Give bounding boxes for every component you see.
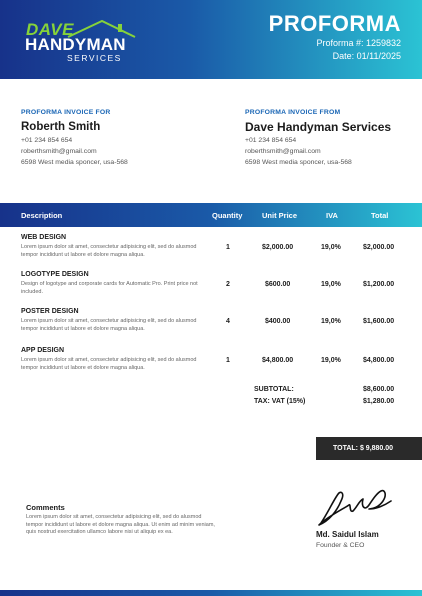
proforma-number: Proforma #: 1259832 <box>316 38 401 48</box>
client-email: roberthsmith@gmail.com <box>21 148 97 155</box>
item-quantity: 2 <box>226 281 230 288</box>
grand-total-label: TOTAL: $ 9,880.00 <box>333 445 394 452</box>
item-iva: 19,0% <box>321 357 341 364</box>
table-row <box>0 308 422 344</box>
subtotal-label: SUBTOTAL: <box>254 386 294 393</box>
item-description: Design of logotype and corporate cards for Automatic Pro. Print price not included. <box>21 281 198 295</box>
tax-value: $1,280.00 <box>363 398 395 405</box>
subtotal-value: $8,600.00 <box>363 386 395 393</box>
tax-label: TAX: VAT (15%) <box>254 398 306 405</box>
bill-to-label: PROFORMA INVOICE FOR <box>21 109 111 116</box>
bill-to-block <box>21 107 128 168</box>
item-total: $1,600.00 <box>363 318 395 325</box>
item-total: $2,000.00 <box>363 244 395 251</box>
client-address: 6598 West media sponcer, usa-568 <box>21 159 128 166</box>
item-title: POSTER DESIGN <box>21 308 79 315</box>
column-header-total: Total <box>371 211 389 220</box>
document-meta <box>316 37 401 63</box>
company-phone: +01 234 854 654 <box>245 137 297 144</box>
item-iva: 19,0% <box>321 318 341 325</box>
bill-from-label: PROFORMA INVOICE FROM <box>245 109 341 116</box>
table-header <box>0 203 422 227</box>
table-row <box>0 347 422 383</box>
column-header-quantity: Quantity <box>212 211 243 220</box>
item-title: LOGOTYPE DESIGN <box>21 271 89 278</box>
comments-text: Lorem ipsum dolor sit amet, consectetur adipisicing elit, sed do alusmod tempor incididunt ut labore et dolore magna aliqua. Ut enim ad minim veniam, quis nostrud exercitation ullamco labore nisi ut aliquip ex ea. <box>26 514 215 535</box>
document-title: PROFORMA <box>268 11 401 36</box>
item-iva: 19,0% <box>321 244 341 251</box>
grand-total-box <box>316 437 422 460</box>
item-unit-price: $400.00 <box>265 318 291 325</box>
signer-role: Founder & CEO <box>316 542 365 549</box>
item-quantity: 4 <box>226 318 230 325</box>
bill-from-block <box>245 107 391 168</box>
company-logo <box>22 18 140 66</box>
item-unit-price: $4,800.00 <box>262 357 294 364</box>
item-title: WEB DESIGN <box>21 234 67 241</box>
item-description: Lorem ipsum dolor sit amet, consectetur adipisicing elit, sed do alusmod tempor incididunt ut labore et dolore magna aliqua. <box>21 244 197 258</box>
item-description: Lorem ipsum dolor sit amet, consectetur adipisicing elit, sed do alusmod tempor incididunt ut labore et dolore magna aliqua. <box>21 318 197 332</box>
column-header-iva: IVA <box>326 211 338 220</box>
company-name: Dave Handyman Services <box>245 120 392 134</box>
item-unit-price: $600.00 <box>265 281 291 288</box>
company-email: roberthsmith@gmail.com <box>245 148 321 155</box>
logo-text-services: SERVICES <box>67 53 122 63</box>
signer-name: Md. Saidul Islam <box>316 530 379 539</box>
logo-text-handyman: HANDYMAN <box>25 35 126 54</box>
column-header-unit-price: Unit Price <box>262 211 298 220</box>
client-name: Roberth Smith <box>21 121 101 133</box>
logo-text-dave: DAVE <box>26 20 74 39</box>
company-address: 6598 West media sponcer, usa-568 <box>245 159 352 166</box>
item-total: $1,200.00 <box>363 281 395 288</box>
item-title: APP DESIGN <box>21 347 65 354</box>
item-quantity: 1 <box>226 357 230 364</box>
item-description: Lorem ipsum dolor sit amet, consectetur adipisicing elit, sed do alusmod tempor incididunt ut labore et dolore magna aliqua. <box>21 357 197 371</box>
comments-block <box>26 503 216 537</box>
footer-bar <box>0 590 422 596</box>
item-total: $4,800.00 <box>363 357 395 364</box>
table-row <box>0 234 422 270</box>
column-header-description: Description <box>21 211 63 220</box>
comments-title: Comments <box>26 503 65 512</box>
header-banner <box>0 0 422 79</box>
signature-image <box>315 487 395 529</box>
item-unit-price: $2,000.00 <box>262 244 294 251</box>
item-iva: 19,0% <box>321 281 341 288</box>
proforma-date: Date: 01/11/2025 <box>332 51 401 61</box>
table-row <box>0 271 422 307</box>
item-quantity: 1 <box>226 244 230 251</box>
client-phone: +01 234 854 654 <box>21 137 73 144</box>
